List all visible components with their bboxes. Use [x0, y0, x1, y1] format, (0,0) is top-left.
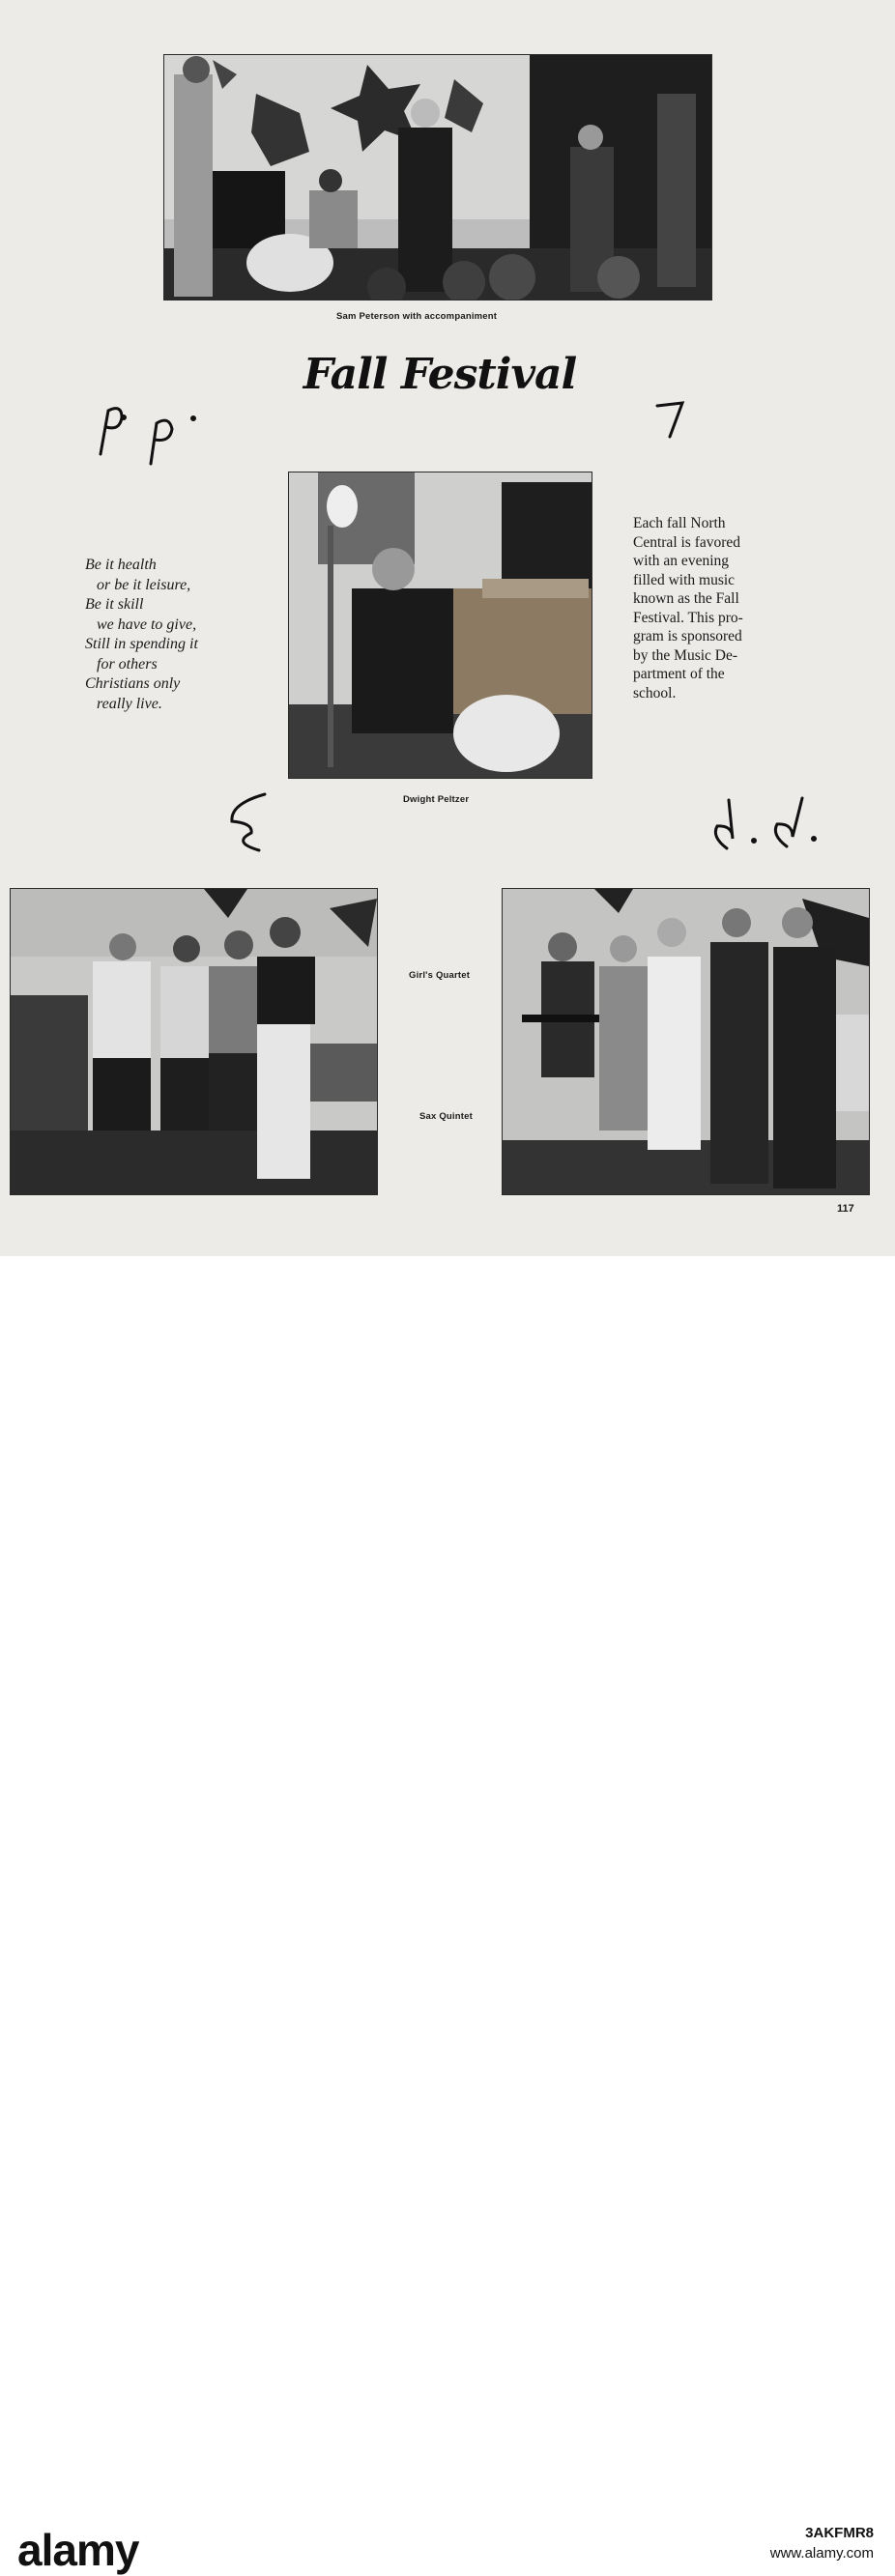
site-url: www.alamy.com — [769, 2545, 874, 2562]
description-line: by the Music De- — [633, 646, 738, 664]
poem-line: Still in spending it — [85, 636, 198, 652]
description-line: filled with music — [633, 571, 736, 588]
page-title: Fall Festival — [303, 350, 577, 399]
description-line: with an evening — [633, 553, 730, 569]
description-line: gram is sponsored — [633, 628, 742, 644]
poem-line: we have to give, — [97, 615, 197, 633]
photo-dwight-peltzer — [289, 472, 592, 778]
description-line: Central is favored — [633, 533, 741, 551]
caption-girls-quartet: Girl's Quartet — [409, 970, 471, 981]
caption-dwight-peltzer: Dwight Peltzer — [403, 794, 470, 805]
description-line: Festival. This pro- — [633, 609, 743, 626]
poem — [85, 556, 278, 714]
stock-footer — [0, 1256, 895, 2575]
photo-sax-quintet — [503, 889, 869, 1194]
image-id: 3AKFMR8 — [805, 2525, 874, 2541]
poem-line: for others — [97, 655, 158, 673]
alamy-logo: alamy — [17, 2525, 139, 2575]
description-line: Each fall North — [633, 515, 726, 531]
festival-description — [633, 514, 797, 702]
description-line: partment of the — [633, 666, 725, 682]
photo-sam-peterson — [164, 55, 711, 300]
description-line: known as the Fall — [633, 590, 739, 607]
caption-sax-quintet: Sax Quintet — [419, 1111, 473, 1122]
poem-line: Be it health — [85, 557, 157, 573]
page-number: 117 — [837, 1203, 854, 1215]
yearbook-page — [0, 0, 895, 1256]
poem-line: Be it skill — [85, 596, 144, 613]
poem-line: or be it leisure, — [97, 576, 191, 593]
description-line: school. — [633, 684, 677, 701]
footer-meta — [770, 2524, 874, 2564]
poem-line: really live. — [97, 695, 162, 712]
caption-sam-peterson: Sam Peterson with accompaniment — [336, 311, 498, 322]
photo-girls-quartet — [11, 889, 377, 1194]
poem-line: Christians only — [85, 675, 181, 692]
